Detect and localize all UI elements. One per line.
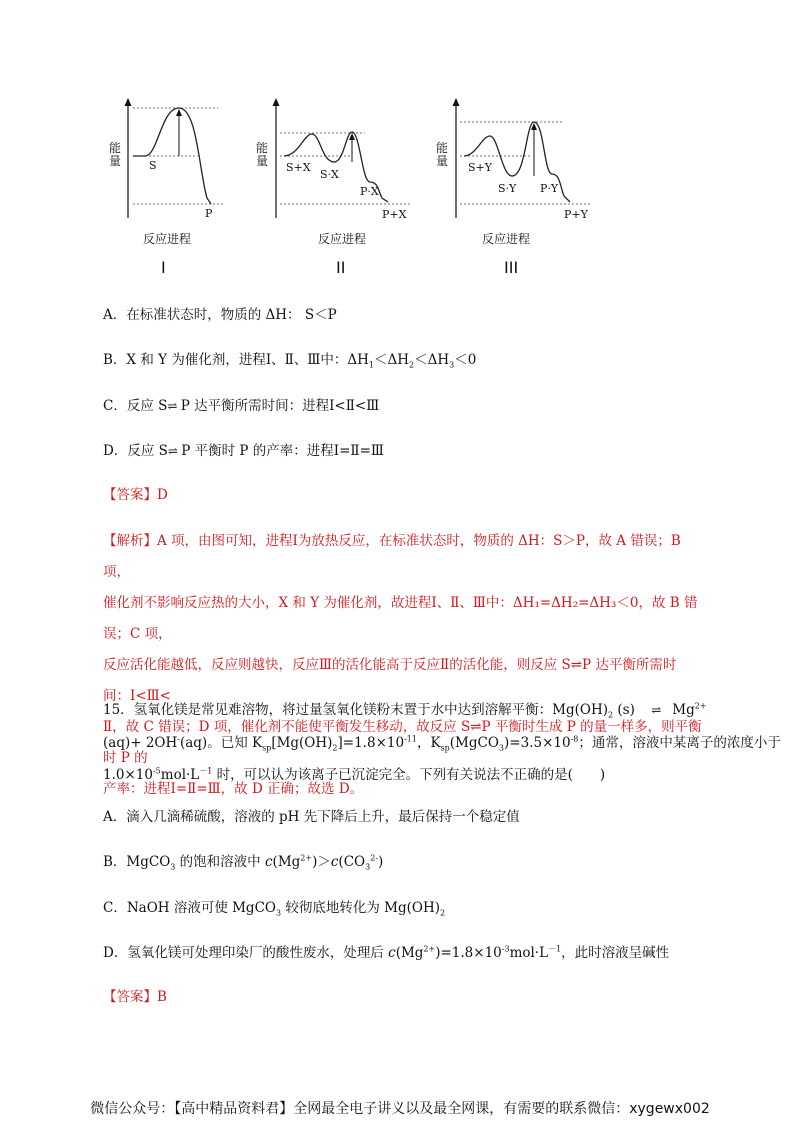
q15-stem-line-3: $1.0\times 10^{-5}mol\cdot L^{-1}$ 时，可以认为该离子已沉淀完全。下列有关说法不正确的是( )	[103, 766, 606, 783]
q14-option-c: C．反应 S⇌ P 达平衡所需时间：进程Ⅰ<Ⅱ<Ⅲ	[103, 398, 380, 414]
diagram-number: III	[504, 258, 519, 277]
label-s-y: S·Y	[498, 182, 517, 195]
diagram-number: I	[161, 258, 166, 277]
label-p-plus-x: P+X	[382, 208, 407, 221]
label-s-plus-x: S+X	[286, 161, 311, 174]
q14-analysis: 【解析】A 项，由图可知，进程Ⅰ为放热反应，在标准状态时，物质的 ΔH：S＞P，故 A 错误；B 项， 催化剂不影响反应热的大小，X 和 Y 为催化剂，故进程Ⅰ、Ⅱ、Ⅲ中：ΔH₁=ΔH₂=ΔH₃＜0，故 B 错误；C 项， 反应活化能越低，反应则越快，反应Ⅲ的活化能高于反应Ⅱ的活化能，则反应 S⇌P 达平衡所需时间：Ⅰ<Ⅲ< Ⅱ，故 C 错误；D 项，催化剂不能使平衡发生移动，故反应 S⇌P 平衡时生成 P 的量一样多，则平衡时 P 的 产率：进程Ⅰ=Ⅱ=Ⅲ，故 D 正确；故选 D。	[103, 533, 702, 797]
q15-option-a: A．滴入几滴稀硫酸，溶液的 pH 先下降后上升，最后保持一个稳定值	[103, 809, 520, 825]
equilibrium-arrow-icon: ⇌	[651, 703, 661, 717]
q14-option-a: A．在标准状态时，物质的 ΔH： S＜P	[103, 307, 337, 323]
energy-diagram-3	[432, 90, 592, 280]
label-p-x: P·X	[360, 185, 379, 198]
energy-curve-1	[103, 90, 263, 230]
diagram-number: II	[336, 258, 346, 277]
q14-option-b: B．X 和 Y 为催化剂，进程Ⅰ、Ⅱ、Ⅲ中：$\Delta H_1<\Delta H_2<\Delta H_3<0$	[103, 352, 477, 370]
equilibrium-arrow-icon: ⇌	[167, 444, 177, 458]
energy-diagram-1	[103, 90, 263, 280]
q15-answer: 【答案】B	[103, 989, 167, 1005]
q15-stem-line-2: (aq)+ 2OH-(aq)。已知 $K_{sp}[Mg(OH)_2]=1.8\times 10^{-11}$，$K_{sp}(MgCO_3)=3.5\times 10^{-8}$；通常，溶液中某离子的浓度小于	[103, 734, 781, 753]
q15-option-b: B．MgCO$_3$ 的饱和溶液中 $c(Mg^{2+})>c(CO_3^{2-})$	[103, 853, 384, 872]
q15-stem-line-1: 15．氢氧化镁是常见难溶物，将过量氢氧化镁粉末置于水中达到溶解平衡：$Mg(OH)_2$ (s) ⇌ $Mg^{2+}$	[103, 701, 707, 720]
label-p-y: P·Y	[540, 182, 559, 195]
q14-answer: 【答案】D	[103, 487, 168, 503]
page-footer: 微信公众号：【高中精品资料君】全网最全电子讲义以及最全网课，有需要的联系微信：xygewx002	[90, 1101, 710, 1117]
equilibrium-arrow-icon: ⇌	[167, 399, 177, 413]
y-axis-label: 能量	[256, 141, 269, 168]
x-axis-label: 反应进程	[143, 232, 192, 246]
y-axis-label: 能量	[436, 141, 449, 168]
energy-diagram-2	[250, 90, 410, 280]
q14-option-d: D．反应 S⇌ P 平衡时 P 的产率：进程Ⅰ=Ⅱ=Ⅲ	[103, 443, 384, 459]
label-s-plus-y: S+Y	[468, 161, 493, 174]
x-axis-label: 反应进程	[482, 232, 531, 246]
x-axis-label: 反应进程	[318, 232, 367, 246]
label-p-plus-y: P+Y	[564, 208, 588, 221]
label-s-x: S·X	[320, 168, 339, 181]
label-p: P	[205, 207, 213, 220]
label-s: S	[149, 159, 157, 172]
y-axis-label: 能量	[109, 141, 122, 168]
q15-option-d: D．氢氧化镁可处理印染厂的酸性废水，处理后 $c(Mg^{2+})=1.8\times 10^{-3}mol\cdot L^{-1}$，此时溶液呈碱性	[103, 944, 670, 961]
q15-option-c: C．NaOH 溶液可使 MgCO$_3$ 较彻底地转化为 $Mg(OH)_2$	[103, 900, 446, 918]
